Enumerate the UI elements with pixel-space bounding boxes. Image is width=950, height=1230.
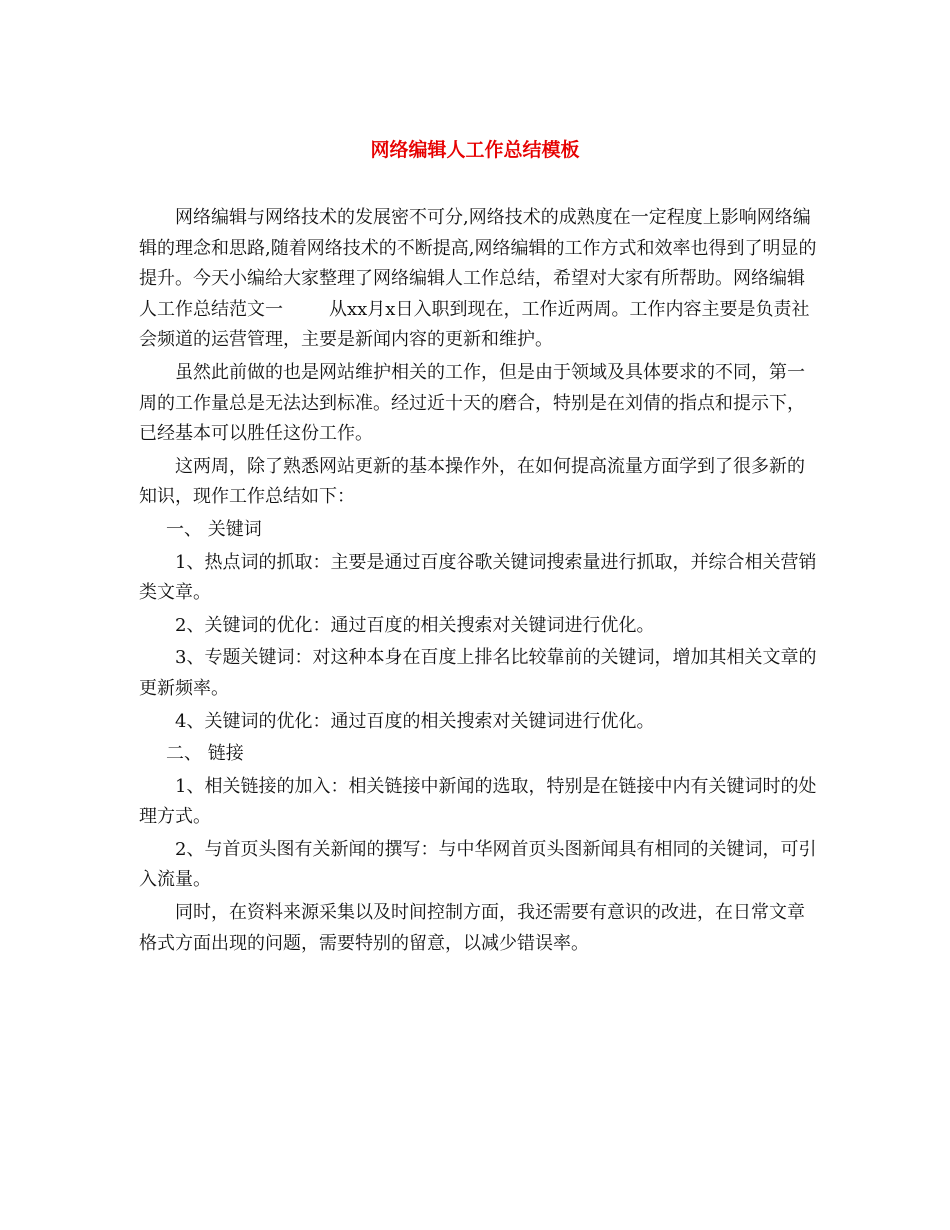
body-paragraph: 虽然此前做的也是网站维护相关的工作，但是由于领域及具体要求的不同，第一周的工作量总是无法达到标准。经过近十天的磨合，特别是在刘倩的指点和提示下，已经基本可以胜任这份工作。 <box>139 361 805 445</box>
document-title: 网络编辑人工作总结模板 <box>370 139 580 161</box>
section-heading-keywords: 一、 关键词 <box>166 518 262 540</box>
section-heading-links: 二、 链接 <box>166 743 244 765</box>
list-item: 2、关键词的优化：通过百度的相关搜索对关键词进行优化。 <box>175 614 655 636</box>
body-paragraph: 这两周，除了熟悉网站更新的基本操作外，在如何提高流量方面学到了很多新的知识，现作工作总结如下： <box>139 455 805 508</box>
list-item: 2、与首页头图有关新闻的撰写：与中华网首页头图新闻具有相同的关键词，可引入流量。 <box>139 838 817 891</box>
list-item: 1、热点词的抓取：主要是通过百度谷歌关键词搜索量进行抓取，并综合相关营销类文章。 <box>139 551 817 604</box>
list-item: 3、专题关键词：对这种本身在百度上排名比较靠前的关键词，增加其相关文章的更新频率。 <box>139 647 817 699</box>
list-item: 4、关键词的优化：通过百度的相关搜索对关键词进行优化。 <box>175 710 655 732</box>
document-body <box>139 203 819 961</box>
closing-paragraph: 同时，在资料来源采集以及时间控制方面，我还需要有意识的改进，在日常文章格式方面出现的问题，需要特别的留意，以减少错误率。 <box>139 902 805 954</box>
intro-text-part1: 网络编辑与网络技术的发展密不可分,网络技术的成熟度在一定程度上影响网络编辑的理念和思路,随着网络技术的不断提高,网络编辑的工作方式和效率也得到了明显的提升。今天小编给大家整理了网络编辑人工作总结，希望对大家有所帮助。网络编辑人工作总结范文一 <box>139 207 817 320</box>
intro-paragraph <box>139 203 819 356</box>
list-item: 1、相关链接的加入：相关链接中新闻的选取，特别是在链接中内有关键词时的处理方式。 <box>139 775 817 828</box>
intro-text-part2: 从xx月x日入职到现在，工作近两周。工作内容主要是负责社会频道的运营管理，主要是新闻内容的更新和维护。 <box>139 298 810 351</box>
